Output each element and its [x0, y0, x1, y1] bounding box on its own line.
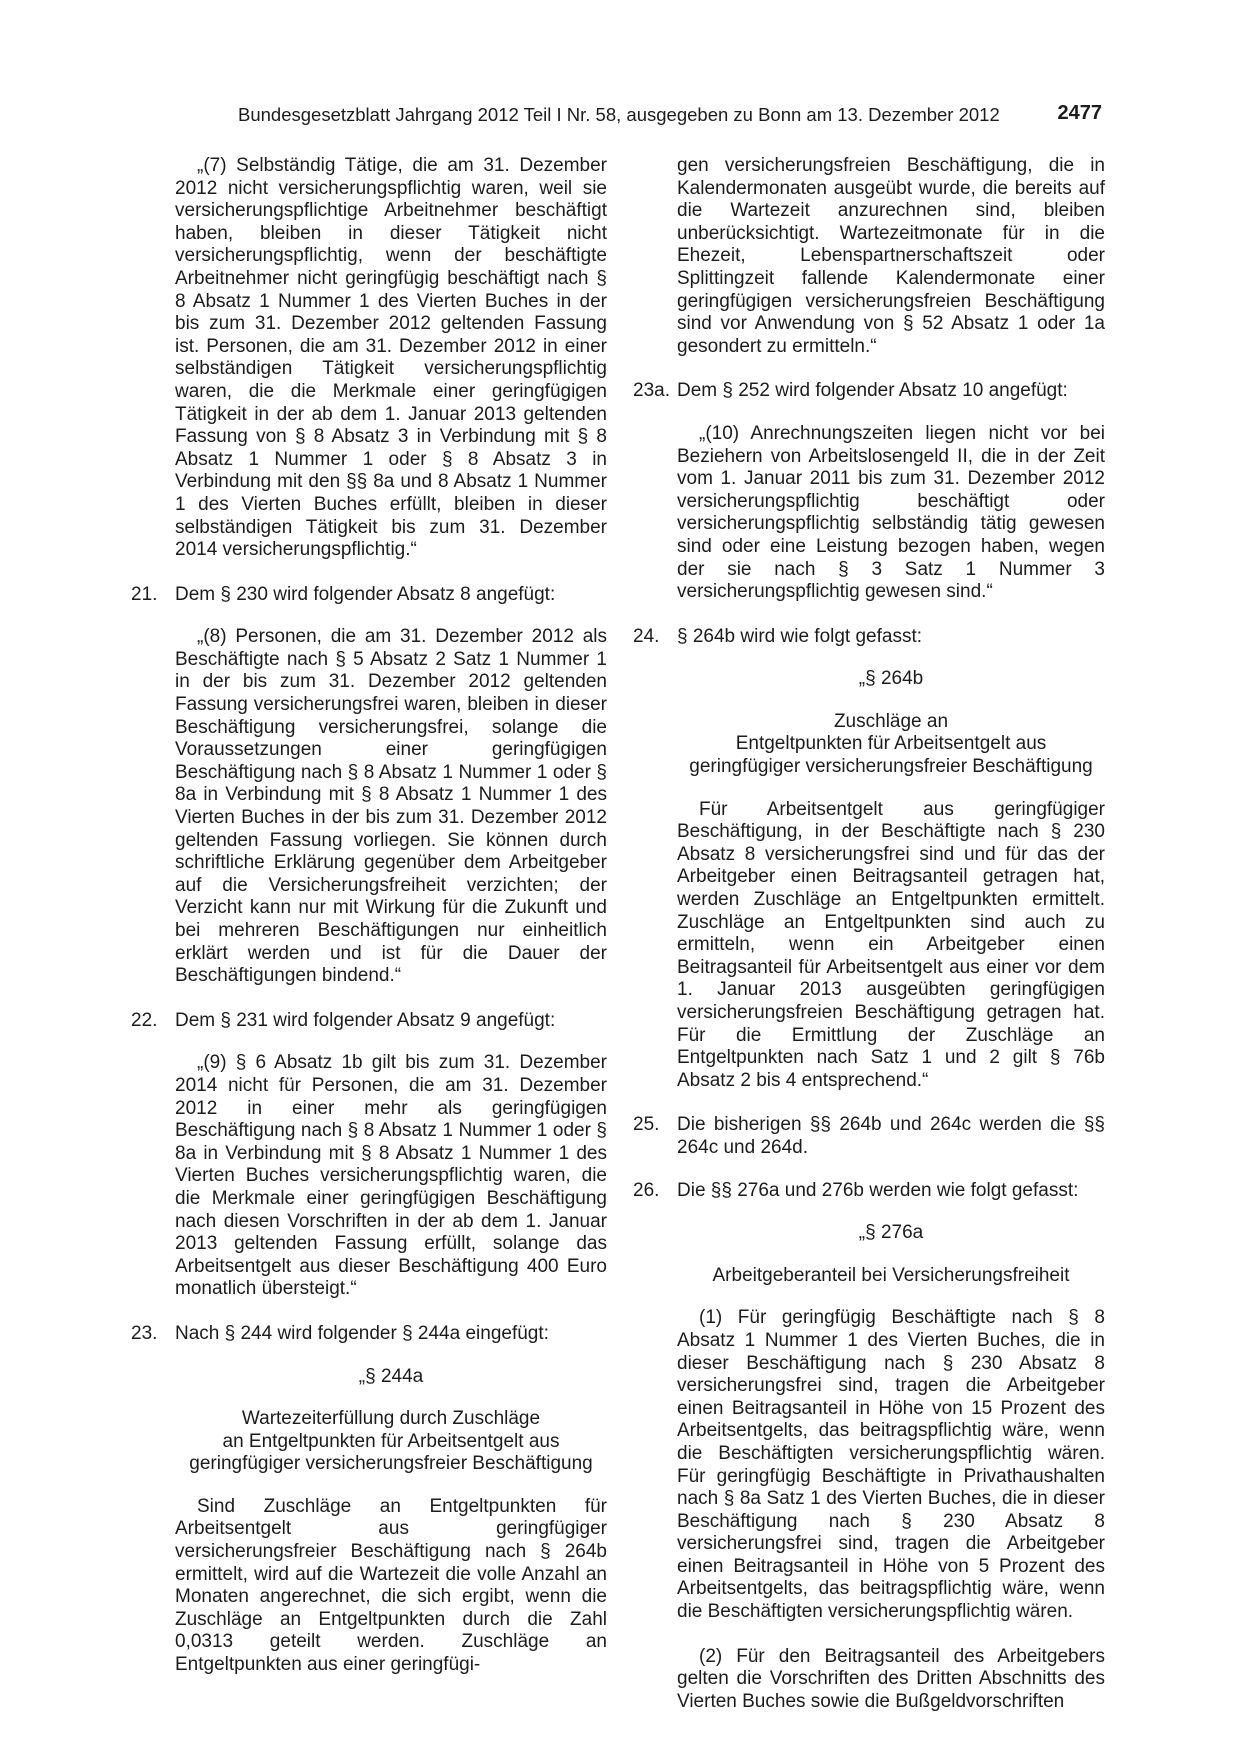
right-column — [633, 155, 1105, 1713]
section-number: „§ 276a — [858, 1222, 924, 1244]
item-25 — [633, 1114, 1105, 1159]
item-number: 22. — [131, 1009, 158, 1031]
item-text: Die §§ 276a und 276b werden wie folgt gefasst: — [677, 1179, 1079, 1201]
paragraph-text: „(9) § 6 Absatz 1b gilt bis zum 31. Dezember 2014 nicht für Personen, die am 31. Dezember 2012 in einer mehr als geringfügigen Beschäftigung nach § 8 Absatz 1 Nummer 1 oder § 8a in Verbindung mit § 8 Absatz 1 Nummer 1 des Vierten Buches versicherungspflichtig waren, die die Merkmale einer geringfügigen Beschäftigung nach diesen Vorschriften in der ab dem 1. Januar 2013 geltenden Fassung erfüllt, solange das Arbeitsentgelt aus dieser Beschäftigung 400 Euro monatlich übersteigt.“ — [175, 1052, 607, 1300]
item-22 — [131, 1010, 607, 1033]
item-23a — [633, 380, 1105, 403]
continued-paragraph — [677, 155, 1105, 358]
left-column — [131, 155, 607, 1677]
item-text: Dem § 231 wird folgender Absatz 9 angefügt: — [175, 1009, 556, 1031]
running-title: Bundesgesetzblatt Jahrgang 2012 Teil I Nr. 58, ausgegeben zu Bonn am 13. Dezember 2012 — [238, 104, 1000, 125]
item-text: Dem § 230 wird folgender Absatz 8 angefügt: — [175, 583, 556, 605]
item-number: 23. — [131, 1322, 158, 1344]
section-paragraph-2 — [677, 1646, 1105, 1714]
quoted-paragraph-9 — [175, 1052, 607, 1301]
section-heading-line: Entgeltpunkten für Arbeitsentgelt aus — [735, 733, 1047, 755]
paragraph-text: „(10) Anrechnungszeiten liegen nicht vor bei Beziehern von Arbeitslosengeld II, die in der Zeit vom 1. Januar 2011 bis zum 31. Dezember 2012 versicherungspflichtig beschäftigt oder versicherungspflichtig selbständig tätig gewesen sind oder eine Leistung bezogen haben, wegen der sie nach § 3 Satz 1 Nummer 3 versicherungspflichtig gewesen sind.“ — [677, 422, 1105, 603]
item-number: 24. — [633, 625, 660, 647]
section-heading-line: an Entgeltpunkten für Arbeitsentgelt aus — [222, 1430, 560, 1452]
page-number: 2477 — [1057, 102, 1102, 124]
item-text: Die bisherigen §§ 264b und 264c werden die §§ 264c und 264d. — [677, 1114, 1105, 1158]
item-text: § 264b wird wie folgt gefasst: — [677, 625, 923, 647]
item-23 — [131, 1323, 607, 1346]
section-heading-line: geringfügiger versicherungsfreier Beschäftigung — [189, 1453, 593, 1475]
quoted-paragraph-8 — [175, 626, 607, 988]
quoted-paragraph-7 — [175, 155, 607, 562]
paragraph-text: (2) Für den Beitragsanteil des Arbeitgebers gelten die Vorschriften des Dritten Abschnitts des Vierten Buches sowie die Bußgeldvorschriften — [677, 1645, 1105, 1712]
item-number: 26. — [633, 1179, 660, 1201]
item-number: 25. — [633, 1114, 660, 1136]
paragraph-text: gen versicherungsfreien Beschäftigung, die in Kalendermonaten ausgeübt wurde, die bereits auf die Wartezeit anzurechnen sind, bleiben unberücksichtigt. Wartezeitmonate für in die Ehezeit, Lebenspartnerschaftszeit oder Splittingzeit fallende Kalendermonate einer geringfügigen versicherungsfreien Beschäftigung sind vor Anwendung von § 52 Absatz 1 oder 1a gesondert zu ermitteln.“ — [677, 155, 1105, 357]
section-heading-line: geringfügiger versicherungsfreier Beschäftigung — [689, 756, 1093, 778]
section-number: „§ 244a — [358, 1365, 424, 1387]
item-text: Dem § 252 wird folgender Absatz 10 angefügt: — [677, 380, 1068, 402]
item-text: Nach § 244 wird folgender § 244a eingefügt: — [175, 1322, 549, 1344]
item-26 — [633, 1180, 1105, 1203]
quoted-paragraph-10 — [677, 423, 1105, 604]
section-heading — [131, 1408, 607, 1476]
item-number: 23a. — [633, 380, 670, 402]
paragraph-text: „(8) Personen, die am 31. Dezember 2012 als Beschäftigte nach § 5 Absatz 2 Satz 1 Nummer 1 in der bis zum 31. Dezember 2012 geltenden Fassung versicherungsfrei waren, bleiben in dieser Beschäftigung versicherungsfrei, solange die Voraussetzungen einer geringfügigen Beschäftigung nach § 8 Absatz 1 Nummer 1 oder § 8a in Verbindung mit § 8 Absatz 1 Nummer 1 des Vierten Buches in der bis zum 31. Dezember 2012 geltenden Fassung vorliegen. Sie können durch schriftliche Erklärung gegenüber dem Arbeitgeber auf die Versicherungsfreiheit verzichten; der Verzicht kann nur mit Wirkung für die Zukunft und bei mehreren Beschäftigungen nur einheitlich erklärt werden und ist für die Dauer der Beschäftigungen bindend.“ — [175, 626, 607, 987]
section-number: „§ 264b — [858, 668, 924, 690]
item-21 — [131, 584, 607, 607]
item-24 — [633, 626, 1105, 649]
page-header — [238, 102, 1102, 132]
paragraph-text: Für Arbeitsentgelt aus geringfügiger Beschäftigung, in der Beschäftigte nach § 230 Absatz 8 versicherungsfrei sind und für das der Arbeitgeber einen Beitragsanteil getragen hat, werden Zuschläge an Entgeltpunkten ermittelt. Zuschläge an Entgeltpunkten sind auch zu ermitteln, wenn ein Arbeitgeber einen Beitragsanteil für Arbeitsentgelt aus einer vor dem 1. Januar 2013 ausgeübten geringfügigen versicherungsfreien Beschäftigung getragen hat. Für die Ermittlung der Zuschläge an Entgeltpunkten nach Satz 1 und 2 gilt § 76b Absatz 2 bis 4 entsprechend.“ — [677, 798, 1105, 1091]
section-heading — [633, 711, 1105, 779]
section-heading: Arbeitgeberanteil bei Versicherungsfreiheit — [712, 1264, 1070, 1286]
paragraph-text: Sind Zuschläge an Entgeltpunkten für Arbeitsentgelt aus geringfügiger versicherungsfreier Beschäftigung nach § 264b ermittelt, wird auf die Wartezeit die volle Anzahl an Monaten angerechnet, die sich ergibt, wenn die Zuschläge an Entgeltpunkten durch die Zahl 0,0313 geteilt werden. Zuschläge an Entgeltpunkten aus einer geringfügi- — [175, 1495, 607, 1676]
paragraph-text: (1) Für geringfügig Beschäftigte nach § 8 Absatz 1 Nummer 1 des Vierten Buches, die in dieser Beschäftigung nach § 230 Absatz 8 versicherungsfrei sind, tragen die Arbeitgeber einen Beitragsanteil in Höhe von 15 Prozent des Arbeitsentgelts, das beitragspflichtig wäre, wenn die Beschäftigten versicherungspflichtig wären. Für geringfügig Beschäftigte in Privathaushalten nach § 8a Satz 1 des Vierten Buches, die in dieser Beschäftigung nach § 230 Absatz 8 versicherungsfrei sind, tragen die Arbeitgeber einen Beitragsanteil in Höhe von 5 Prozent des Arbeitsentgelts, das beitragspflichtig wäre, wenn die Beschäftigten versicherungspflichtig wären. — [677, 1307, 1105, 1623]
section-body — [677, 799, 1105, 1093]
section-heading-line: Wartezeiterfüllung durch Zuschläge — [241, 1408, 541, 1430]
section-paragraph-1 — [677, 1307, 1105, 1623]
paragraph-text: „(7) Selbständig Tätige, die am 31. Dezember 2012 nicht versicherungspflichtig waren, weil sie versicherungspflichtige Arbeitnehmer beschäftigt haben, bleiben in dieser Tätigkeit nicht versicherungspflichtig, wenn der beschäftigte Arbeitnehmer nicht geringfügig beschäftigt nach § 8 Absatz 1 Nummer 1 des Vierten Buches in der bis zum 31. Dezember 2012 geltenden Fassung ist. Personen, die am 31. Dezember 2012 in einer selbständigen Tätigkeit versicherungspflichtig waren, die die Merkmale einer geringfügigen Tätigkeit in der ab dem 1. Januar 2013 geltenden Fassung von § 8 Absatz 3 in Verbindung mit § 8 Absatz 1 Nummer 1 oder § 8 Absatz 3 in Verbindung mit den §§ 8a und 8 Absatz 1 Nummer 1 des Vierten Buches erfüllt, bleiben in dieser selbständigen Tätigkeit bis zum 31. Dezember 2014 versicherungspflichtig.“ — [175, 155, 607, 561]
item-number: 21. — [131, 583, 158, 605]
section-heading-line: Zuschläge an — [833, 710, 949, 732]
section-body — [175, 1496, 607, 1677]
